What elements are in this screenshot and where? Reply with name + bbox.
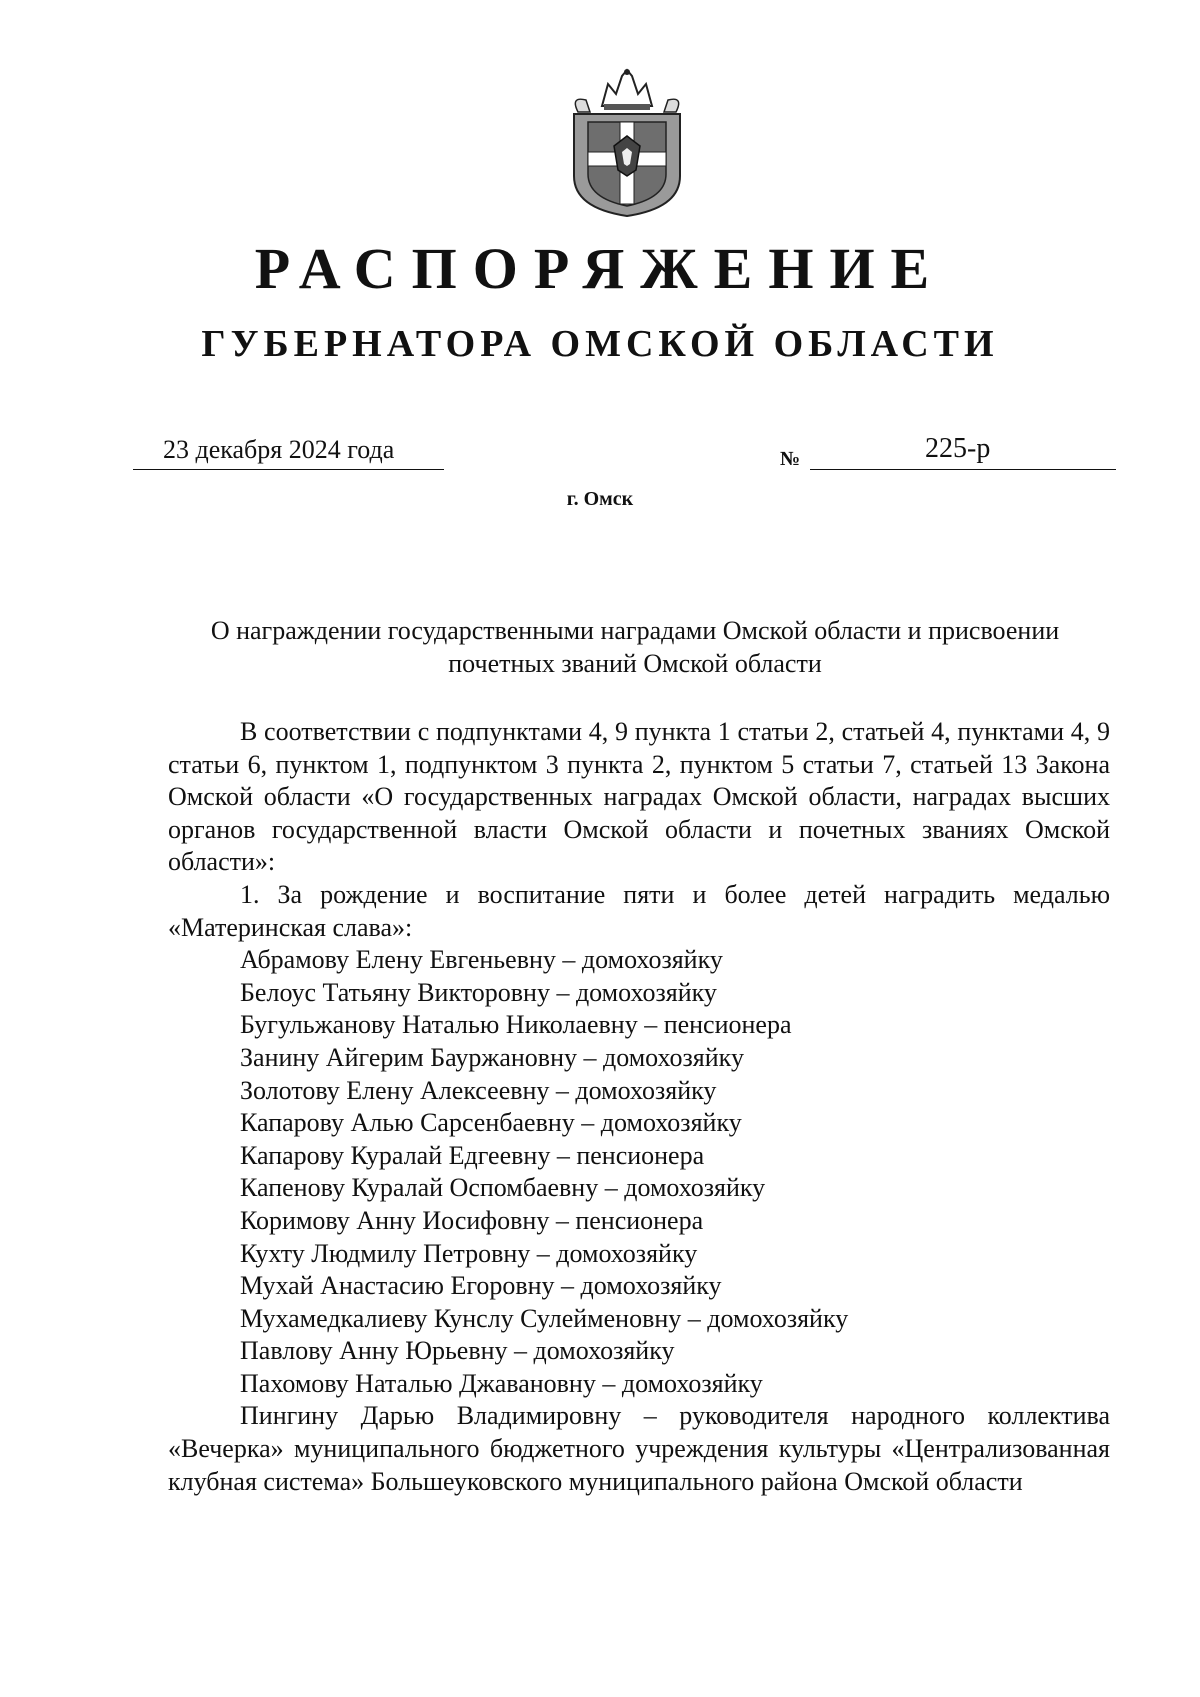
item-1-paragraph: 1. За рождение и воспитание пяти и более детей наградить медалью «Материнская слава»:: [168, 879, 1110, 942]
list-item: Белоус Татьяну Викторовну – домохозяйку: [240, 977, 717, 1007]
list-item: Мухамедкалиеву Кунслу Сулейменовну – домохозяйку: [240, 1303, 849, 1333]
list-item: Мухай Анастасию Егоровну – домохозяйку: [240, 1271, 722, 1301]
list-item: Пахомову Наталью Джавановну – домохозяйку: [240, 1368, 763, 1398]
list-item: Абрамову Елену Евгеньевну – домохозяйку: [240, 945, 723, 975]
document-subject: О награждении государственными наградами Омской области и присвоении почетных званий Омской области: [210, 616, 1060, 678]
document-subtitle: ГУБЕРНАТОРА ОМСКОЙ ОБЛАСТИ: [201, 323, 999, 365]
number-sign: №: [780, 448, 801, 470]
preamble-paragraph: В соответствии с подпунктами 4, 9 пункта 1 статьи 2, статьей 4, пунктами 4, 9 статьи 6, пунктом 1, подпунктом 3 пункта 2, пунктом 5 статьи 7, статьей 13 Закона Омской области «О государственных наградах Омской области, наградах высших органов государственной власти Омской области и почетных званиях Омской области»:: [168, 717, 1110, 877]
document-number: 225-р: [925, 433, 991, 464]
list-item: Павлову Анну Юрьевну – домохозяйку: [240, 1336, 675, 1366]
document-date: 23 декабря 2024 года: [163, 435, 395, 464]
list-item: Коримову Анну Иосифовну – пенсионера: [240, 1205, 704, 1235]
coat-of-arms-icon: [564, 66, 690, 220]
number-field: [810, 433, 1116, 470]
list-item: Капарову Алью Сарсенбаевну – домохозяйку: [240, 1108, 742, 1138]
document-city: г. Омск: [566, 488, 634, 510]
list-item: Занину Айгерим Бауржановну – домохозяйку: [240, 1042, 744, 1072]
date-field: [133, 433, 444, 470]
list-item: Пингину Дарью Владимировну – руководителя народного коллектива «Вечерка» муниципального бюджетного учреждения культуры «Централизованная клубная система» Большеуковского муниципального района Омской области: [168, 1401, 1110, 1496]
document-body: [168, 716, 1110, 1498]
list-item: Кухту Людмилу Петровну – домохозяйку: [240, 1238, 698, 1268]
list-item: Капарову Куралай Едгеевну – пенсионера: [240, 1140, 705, 1170]
list-item: Капенову Куралай Оспомбаевну – домохозяйку: [240, 1173, 766, 1203]
list-item: Золотову Елену Алексеевну – домохозяйку: [240, 1075, 717, 1105]
document-title: РАСПОРЯЖЕНИЕ: [254, 236, 946, 301]
awardee-list: [168, 944, 1110, 1498]
list-item: Бугульжанову Наталью Николаевну – пенсионера: [240, 1010, 792, 1040]
